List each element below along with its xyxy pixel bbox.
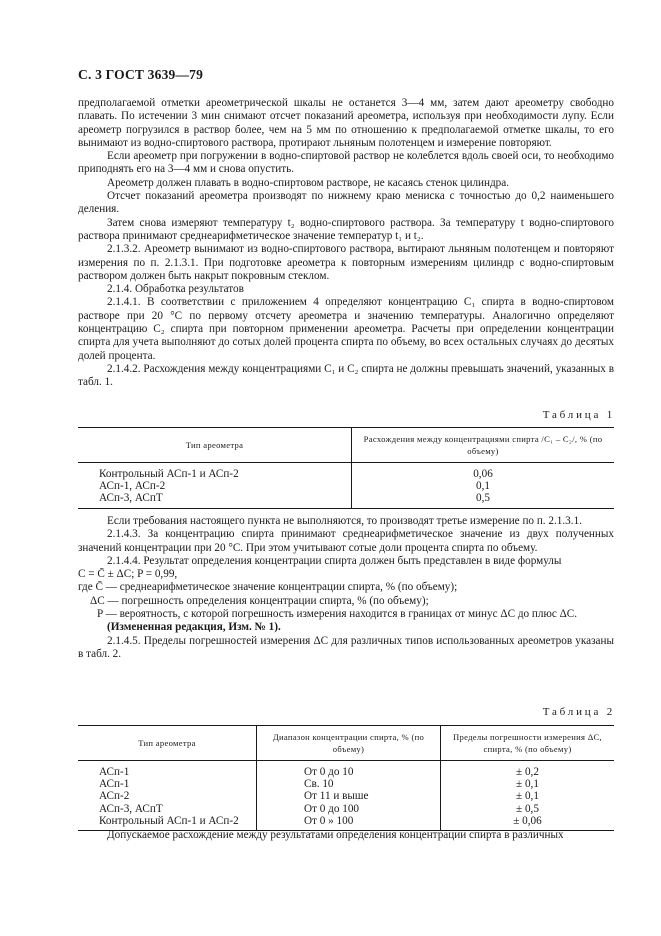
table-cell: АСп-1 xyxy=(99,766,130,778)
table-row xyxy=(78,463,614,481)
section-heading: 2.1.4. Обработка результатов xyxy=(107,283,244,296)
table-cell: АСп-2 xyxy=(99,790,130,803)
text-block-3 xyxy=(78,829,614,842)
paragraph: 2.1.4.5. Пределы погрешностей измерения ΔC для различных типов использованных ареометров указаны в табл. 2. xyxy=(78,634,614,660)
table-cell: 0,1 xyxy=(352,480,615,492)
paragraph: 2.1.4.1. В соответствии с приложением 4 определяют концентрацию C₁ спирта в водно-спиртовом растворе при 20 °С по первому отсчету ареометра и значению температуры. Аналогично определяют концентрацию C₂ спирта при повторном применении ареометра. Расчеты при определении концентрации спирта для учета выполняют до сотых долей процента спирта по объему, во всех остальных случаях до десятых долей процента. xyxy=(78,296,614,362)
table2-header-type: Тип ареометра xyxy=(78,726,257,761)
table-cell: Контрольный АСп-1 и АСп-2 xyxy=(99,468,239,480)
paragraph: предполагаемой отметки ареометрической шкалы не останется 3—4 мм, затем дают ареометру свободно плавать. По истечении 3 мин снимают отсчет показаний ареометра, используя при необходимости лупу. Если ареометр погрузился в раствор более, чем на 5 мм по отношению к предполагаемой отметке шкалы, то его вынимают из водно-спиртового раствора, протирают льняным полотенцем и измерение повторяют. xyxy=(78,97,614,149)
text-block-1 xyxy=(78,97,614,390)
paragraph: Если требования настоящего пункта не выполняются, то производят третье измерение по п. 2.1.3.1. xyxy=(107,515,582,527)
formula-definition: где C̄ — среднеарифметическое значение концентрации спирта, % (по объему); xyxy=(78,581,458,594)
table-cell: АСп-1, АСп-2 xyxy=(99,480,166,493)
table-cell: 0,5 xyxy=(352,492,615,508)
paragraph: 2.1.4.4. Результат определения концентрации спирта должен быть представлен в виде формулы xyxy=(107,554,562,567)
amendment-note: (Измененная редакция, Изм. № 1). xyxy=(107,621,281,634)
table-cell: ± 0,1 xyxy=(441,790,615,802)
table-row xyxy=(78,492,614,508)
table-cell: АСп-3, АСпТ xyxy=(99,802,163,815)
paragraph: 2.1.4.3. За концентрацию спирта принимают среднеарифметическое значение из двух полученных значений концентрации при 20 °С. При этом учитывают сотые доли процента спирта по объему. xyxy=(78,528,614,554)
table-cell: ± 0,1 xyxy=(441,778,615,790)
table1-header-diff: Расхождения между концентрациями спирта /C₁ – C₂/, % (по объему) xyxy=(352,428,615,463)
table1-caption: Таблица 1 xyxy=(542,409,615,421)
table1-header-type: Тип ареометра xyxy=(78,428,352,463)
table-cell: ± 0,5 xyxy=(441,803,615,815)
table-2 xyxy=(78,725,614,831)
table-cell: Контрольный АСп-1 и АСп-2 xyxy=(78,815,257,831)
table-row xyxy=(78,761,614,779)
table-row xyxy=(78,778,614,790)
table-cell: АСп-1 xyxy=(99,778,130,791)
table2-header-error: Пределы погрешности измерения ΔC, спирта, % (по объему) xyxy=(441,726,615,761)
table-row xyxy=(78,790,614,802)
text-block-2 xyxy=(78,515,614,661)
table2-caption: Таблица 2 xyxy=(542,706,615,718)
table-1 xyxy=(78,427,614,509)
formula: C = C̄ ± ΔC; P = 0,99, xyxy=(78,568,178,581)
table2-header-range: Диапазон концентрации спирта, % (по объему) xyxy=(257,726,441,761)
table-row xyxy=(78,480,614,492)
paragraph: Если ареометр при погружении в водно-спиртовой раствор не колеблется вдоль своей оси, то необходимо приподнять его на 3—4 мм и снова опустить. xyxy=(78,150,614,176)
paragraph: Затем снова измеряют температуру t₂ водно-спиртового раствора. За температуру t водно-спиртового раствора принимают среднеарифметическое значение температур t₁ и t₂. xyxy=(78,216,614,242)
paragraph: Ареометр должен плавать в водно-спиртовом растворе, не касаясь стенок цилиндра. xyxy=(107,176,510,189)
paragraph: Отсчет показаний ареометра производят по нижнему краю мениска с точностью до 0,2 наименьшего деления. xyxy=(78,190,614,216)
table-cell: ± 0,2 xyxy=(441,761,615,779)
table-cell: От 0 до 10 xyxy=(257,761,441,779)
table-cell: АСп-3, АСпТ xyxy=(78,492,352,508)
table-row xyxy=(78,803,614,815)
formula-definition: P — вероятность, с которой погрешность измерения находится в границах от минус ΔC до плюс ΔC. xyxy=(97,608,578,621)
table-cell: 0,06 xyxy=(352,463,615,481)
paragraph: 2.1.3.2. Ареометр вынимают из водно-спиртового раствора, вытирают льняным полотенцем и повторяют измерения по п. 2.1.3.1. При подготовке ареометра к повторным измерениям цилиндр с водно-спиртовым раствором должен быть накрыт покровным стеклом. xyxy=(78,243,614,282)
table-cell: От 11 и выше xyxy=(257,790,441,802)
table-cell: От 0 » 100 xyxy=(257,815,441,831)
table-cell: От 0 до 100 xyxy=(257,803,441,815)
paragraph: Допускаемое расхождение между результатами определения концентрации спирта в различных xyxy=(107,829,564,841)
formula-definition: ΔC — погрешность определения концентрации спирта, % (по объему); xyxy=(90,594,429,607)
table-cell: Св. 10 xyxy=(257,778,441,790)
paragraph: 2.1.4.2. Расхождения между концентрациями C₁ и C₂ спирта не должны превышать значений, указанных в табл. 1. xyxy=(78,362,614,389)
table-cell: ± 0,06 xyxy=(441,815,615,831)
page-header: С. 3 ГОСТ 3639—79 xyxy=(78,67,204,82)
